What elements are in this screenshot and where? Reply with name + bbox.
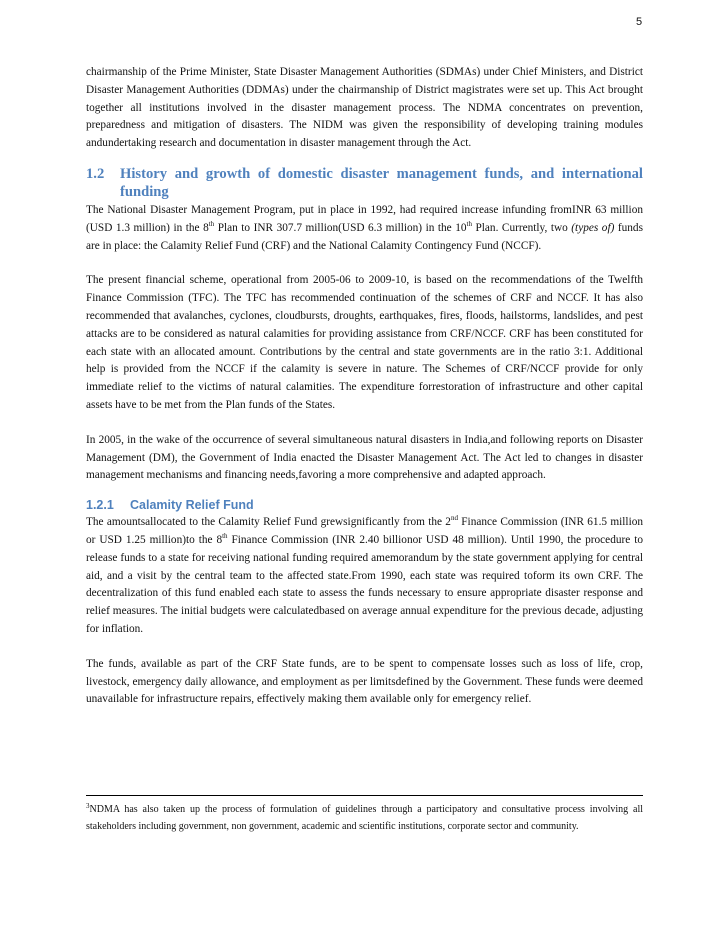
subsection-heading-1-2-1 [86, 497, 643, 514]
footnote-text: NDMA has also taken up the process of formulation of guidelines through a participatory and consultative process involving all stakeholders including government, non government, academic and scientific institutions, corporate sector and community. [86, 804, 643, 832]
subsection-number: 1.2.1 [86, 498, 114, 513]
dm-act-paragraph: In 2005, in the wake of the occurrence of several simultaneous natural disasters in India,and following reports on Disaster Management (DM), the Government of India enacted the Disaster Management Act. The Act led to changes in disaster management mechanisms and financing needs,favoring a more comprehensive and adapted approach. [86, 433, 643, 482]
section-heading-1-2 [86, 165, 643, 202]
subsection-title: Calamity Relief Fund [130, 498, 254, 513]
financial-scheme-paragraph: The present financial scheme, operational from 2005-06 to 2009-10, is based on the recommendations of the Twelfth Finance Commission (TFC). The TFC has recommended continuation of the schemes of CRF and NCCF. It has also recommended that avalanches, cyclones, cloudbursts, droughts, earthquakes, fires, floods, hailstorms, landslides, and pest attacks are to be considered as natural calamities for providing assistance from CRF/NCCF. CRF has been constituted for each state with an allocated amount. Contributions by the central and state governments are in the ratio 3:1. Additional help is provided from the NCCF if the calamity is severe in nature. The Schemes of CRF/NCCF provide for only immediate relief to the victims of natural calamities. The expenditure forrestoration of infrastructure and other capital assets have to be met from the Plan funds of the States. [86, 274, 643, 411]
footnote [86, 801, 643, 835]
page-body [86, 64, 643, 709]
crf-funds-paragraph: The funds, available as part of the CRF State funds, are to be spent to compensate losses such as loss of life, crop, livestock, emergency daily allowance, and employment as per limitsdefined by the Government. These funds were deemed unavailable for infrastructure repairs, effectively making them available only for emergency relief. [86, 657, 643, 706]
crf-paragraph: The amountsallocated to the Calamity Relief Fund grewsignificantly from the 2nd Finance Commission (INR 61.5 million or USD 1.25 million)to the 8th Finance Commission (INR 2.40 billionor USD 48 million). Until 1990, the procedure to release funds to a state for receiving national funding required amemorandum by the state government applying for central aid, and a visit by the central team to the affected state.From 1990, each state was required toform its own CRF. The decentralization of this fund enabled each state to assess the funds necessary to ensure appropriate disaster response and relief measures. The initial budgets were calculatedbased on average annual expenditure for the previous decade, adjusting for inflation. [86, 514, 644, 635]
section-title: History and growth of domestic disaster management funds, and international funding [120, 165, 643, 201]
funding-paragraph: The National Disaster Management Program, put in place in 1992, had required increase infunding fromINR 63 million (USD 1.3 million) in the 8th Plan to INR 307.7 million(USD 6.3 million) in the 10th Plan. Currently, two (types of) funds are in place: the Calamity Relief Fund (CRF) and the National Calamity Contingency Fund (NCCF). [86, 203, 643, 252]
footnote-marker: 3 [86, 802, 90, 810]
intro-paragraph: chairmanship of the Prime Minister, State Disaster Management Authorities (SDMAs) under Chief Ministers, and District Disaster Management Authorities (DDMAs) under the chairmanship of District magistrates were set up. This Act brought together all institutions involved in the disaster management process. The NDMA concentrates on prevention, preparedness and mitigation of disasters. The NIDM was given the responsibility of developing training modules andundertaking research and documentation in disaster management through the Act. [86, 66, 643, 150]
footnote-divider [86, 795, 643, 796]
section-number: 1.2 [86, 165, 105, 182]
page-number: 5 [636, 16, 643, 28]
